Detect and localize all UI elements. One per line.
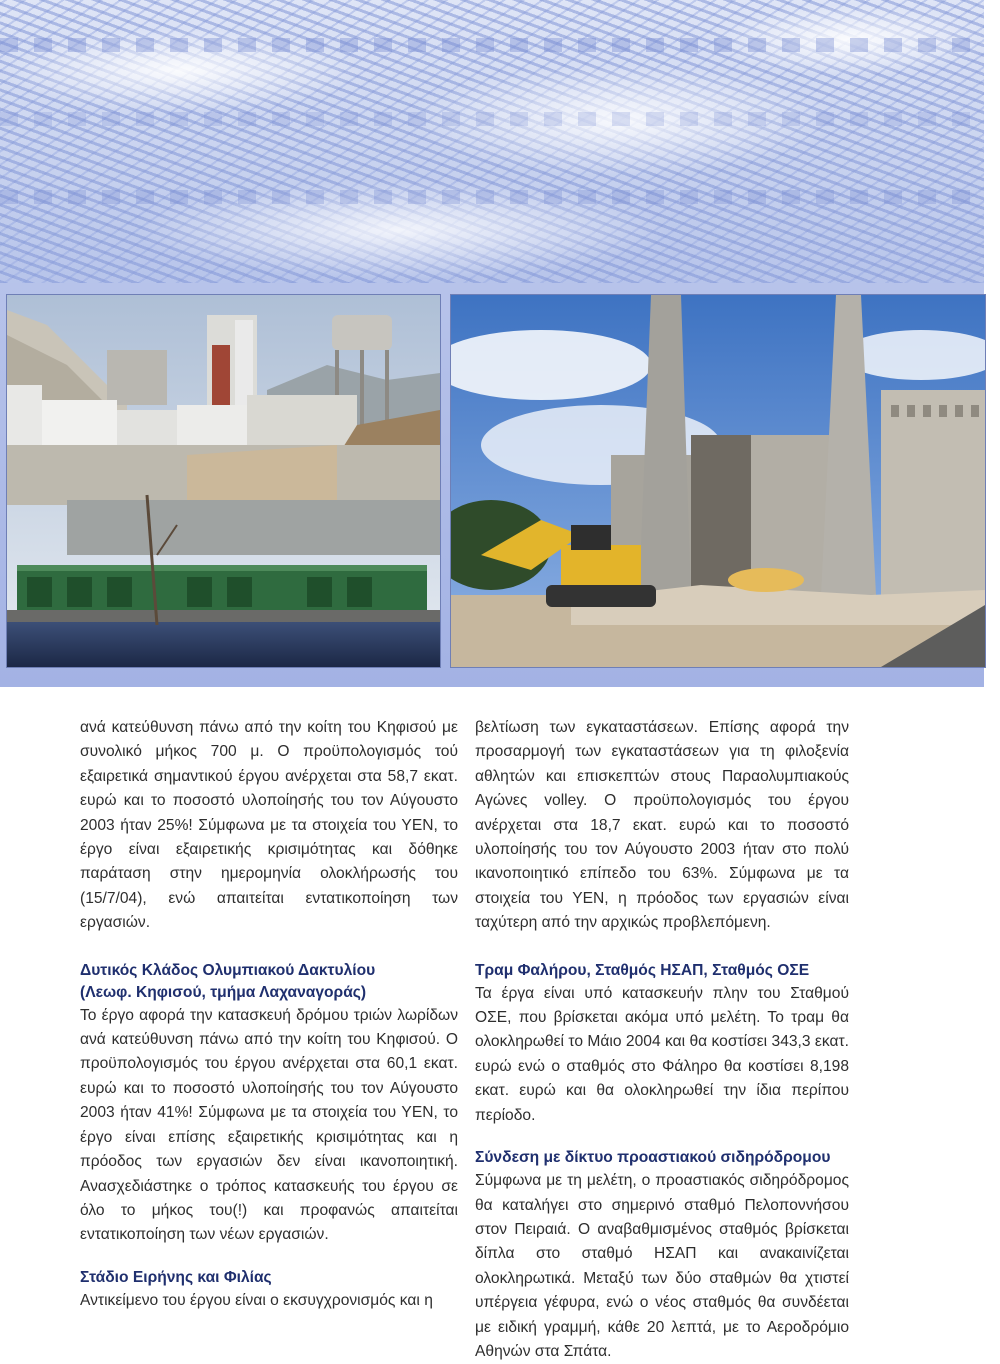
- olympic-ring-heading-line1: Δυτικός Κλάδος Ολυμπιακού Δακτυλίου: [80, 961, 376, 979]
- photo-demolition-chimneys: [450, 294, 986, 668]
- spacer: [475, 1128, 849, 1147]
- olympic-ring-heading: [80, 960, 458, 1004]
- olympic-ring-body: Το έργο αφορά την κατασκευή δρόμου τριών λωρίδων ανά κατεύθυνση πάνω από την κοίτη του Κηφισού. Ο προϋπολογισμός του έργου ανέρχεται στα 60,1 εκατ. ευρώ και το ποσοστό υλοποίησής του τον Αύγουστο 2003 ήταν 41%! Σύμφωνα με τα στοιχεία του ΥΕΝ, το έργο είναι επίσης εξαιρετικής κρισιμότητας και η πρόοδος των εργασιών δεν είναι ικανοποιητική. Ανασχεδιάστηκε ο τρόπος κατασκευής του έργου σε όλο το μήκος του(!) και προφανώς απαιτείται εντατικοποίηση των νέων εργασιών.: [80, 1006, 458, 1244]
- stadium-body: Αντικείμενο του έργου είναι ο εκσυγχρονισμός και η: [80, 1291, 433, 1309]
- spacer: [80, 936, 458, 960]
- left-column: [80, 716, 458, 1313]
- demolition-illustration: [451, 295, 985, 667]
- photo-port-tanks: [6, 294, 441, 668]
- tram-heading: Τραμ Φαλήρου, Σταθμός ΗΣΑΠ, Σταθμός ΟΣΕ: [475, 961, 810, 979]
- spacer: [475, 936, 849, 960]
- port-tanks-illustration: [7, 295, 440, 667]
- continuation-paragraph: βελτίωση των εγκαταστάσεων. Επίσης αφορά την προσαρμογή των εγκαταστάσεων για τη φιλοξενία αθλητών και επισκεπτών στους Παραολυμπιακούς Αγώνες volley. Ο προϋπολογισμός του έργου ανέρχεται στα 18,7 εκατ. ευρώ και το ποσοστό υλοποίησής του τον Αύγουστο 2003 ήταν στο πολύ ικανοποιητικό επίπεδο του 63%. Σύμφωνα με τα στοιχεία του ΥΕΝ, η πρόοδος των εργασιών είναι ταχύτερη από την αρχικώς προβλεπόμενη.: [475, 719, 849, 932]
- olympic-ring-heading-line2: (Λεωφ. Κηφισού, τμήμα Λαχαναγοράς): [80, 983, 367, 1001]
- intro-paragraph: ανά κατεύθυνση πάνω από την κοίτη του Κηφισού με συνολικό μήκος 700 μ. Ο προϋπολογισμός τού εξαιρετικά σημαντικού έργου ανέρχεται στα 58,7 εκατ. ευρώ και το ποσοστό υλοποίησής του τον Αύγουστο 2003 ήταν 25%! Σύμφωνα με τα στοιχεία του ΥΕΝ, το έργο είναι εξαιρετικής κρισιμότητας και δόθηκε παράταση στην ημερομηνία ολοκλήρωσής του (15/7/04), ενώ απαιτείται εντατικοποίηση των εργασιών.: [80, 719, 458, 932]
- header-banner-image: [0, 0, 984, 283]
- spacer: [80, 1248, 458, 1267]
- stadium-heading: Στάδιο Ειρήνης και Φιλίας: [80, 1268, 272, 1286]
- suburban-rail-body: Σύμφωνα με τη μελέτη, ο προαστιακός σιδηρόδρομος θα καταλήγει στο σημερινό σταθμό Πελοποννήσου στον Πειραιά. Ο αναβαθμισμένος σταθμός βρίσκεται δίπλα στο σταθμό ΗΣΑΠ και ανακαινίζεται ολοκληρωτικά. Μεταξύ των δύο σταθμών θα χτιστεί υπέργεια γέφυρα, ενώ ο νέος σταθμός θα συνδέεται με ειδική γραμμή, κάθε 20 λεπτά, με το Αεροδρόμιο Αθηνών στα Σπάτα.: [475, 1172, 849, 1360]
- tram-body: Τα έργα είναι υπό κατασκευήν πλην του Σταθμού ΟΣΕ, που βρίσκεται ακόμα υπό μελέτη. Το τραμ θα ολοκληρωθεί το Μάιο 2004 και θα κοστίσει 343,3 εκατ. ευρώ ενώ ο σταθμός στο Φάληρο θα κοστίσει 8,198 εκατ. ευρώ και θα ολοκληρωθεί την ίδια περίπου περίοδο.: [475, 984, 849, 1124]
- right-column: [475, 716, 849, 1364]
- suburban-rail-heading: Σύνδεση με δίκτυο προαστιακού σιδηρόδρομου: [475, 1149, 831, 1167]
